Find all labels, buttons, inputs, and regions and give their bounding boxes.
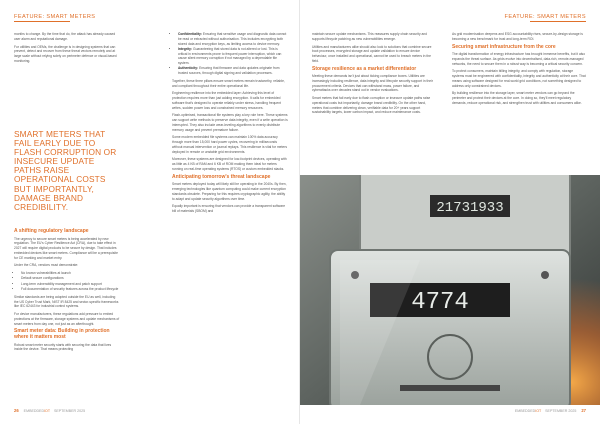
paragraph: For device manufacturers, these regulations add pressure to embed protections at the firmware, storage systems and update mechanisms of smart meters from day one, not just as an afterthought. (14, 312, 120, 326)
list-item-bold: Integrity: (178, 46, 193, 51)
publication-accent: IOT (535, 409, 542, 413)
edition: SEPTEMBER 2025 (53, 409, 86, 413)
pull-quote: SMART METERS THAT FAIL EARLY DUE TO FLASH CORRUPTION OR INSECURE UPDATE PATHS RAISE OPERATIONAL COSTS BUT IMPORTANTLY, DAMAGE BRAND CREDIBILITY. (14, 129, 117, 212)
paragraph: Smart meters deployed today will likely still be operating in the 2040s. By then, emerging technologies like quantum computing could make current encryption standards obsolete. Preparing for this requires cryptographic agility, the ability to adapt and update security algorithms over time. (172, 182, 287, 201)
paragraph: Under the CRA, vendors must demonstrate: (14, 263, 79, 268)
paragraph: The urgency to secure smart meters is being accelerated by new regulation. The EU's Cyber Resilience Act (CRA), due to take effect in 2027 will require digital products to be secure by design. That includes embedded devices like smart meters. Compliance will be a prerequisite for CE marking and market entry. (14, 236, 118, 260)
paragraph: As grid modernisation deepens and ESG accountability rises, secure-by-design storage is becoming a new benchmark for trust and long-term ROI. (452, 32, 583, 41)
section-heading: Anticipating tomorrow's threat landscape (172, 173, 271, 180)
bullet-list (14, 271, 120, 292)
paragraph: Together, these three pillars ensure smart meters remain trustworthy, reliable, and compliant throughout their entire operational life. (172, 78, 285, 88)
paragraph: Meeting these demands isn't just about ticking compliance boxes. Utilities are increasingly including resilience, data integrity and lifecycle security support in their procurement criteria. Devices that can withstand mass, power failure, and cyberattacks over decades stand out in vendor evaluations. (312, 74, 433, 93)
section-heading: A shifting regulatory landscape (14, 228, 89, 234)
feature-tag-rule-left (14, 21, 70, 22)
paragraph: The digital transformation of energy infrastructure has brought immense benefits, but it also expands the threat surface. As grids evolve into decentralised, data-rich, remote-managed networks, the need to secure them in a robust way is becoming a critical security concern. (452, 52, 586, 66)
list-item: • No known vulnerabilities at launch (21, 271, 120, 276)
bullet-list (172, 32, 288, 76)
list-item (178, 47, 288, 66)
column-1 (14, 32, 120, 67)
column-3 (312, 32, 436, 118)
feature-tag-rule-right (530, 21, 586, 22)
publication-name: EMBEDDED (23, 409, 45, 413)
paragraph: Engineering resilience into the embedded layer: Achieving this level of protection requires more than just adding encryption. It calls for embedded software that's designed to operate reliably under stress, handling frequent writes, sudden power loss and constrained memory resources. (172, 91, 281, 110)
page-number: 26 (14, 408, 19, 413)
page-number: 27 (581, 408, 586, 413)
section-heading: Smart meter data: Building in protection where it matters most (14, 328, 110, 340)
list-item-bold: Authenticity: (178, 66, 199, 71)
list-item: • Full documentation of security features across the product lifecycle (21, 287, 120, 292)
meter-front-readout: 4774 (411, 289, 469, 316)
list-item (178, 66, 288, 76)
section-heading: Securing smart infrastructure from the core (452, 43, 556, 50)
paragraph: maintain secure update mechanisms. This reassures supply chain security and supports lifecycle patching as new vulnerabilities emerge. (312, 32, 428, 41)
column-1-lower (14, 226, 120, 355)
meter-screw (541, 271, 549, 279)
list-item: • Default secure configurations (21, 276, 120, 281)
edition: SEPTEMBER 2025 (545, 409, 577, 413)
list-item-text: Ensuring that sensitive usage and diagnostic data cannot be read or extracted without authorisation. This includes encrypting both stored data and encryption keys, as limiting access to device memory. (178, 32, 287, 46)
meter-back-readout: 21731933 (436, 200, 504, 216)
paragraph: By building resilience into the storage layer, smart meter vendors can go beyond the perimeter and protect their devices at the core. In doing so, they'll meet regulatory demands, reduce operational risk, and strengthen trust with utilities and consumers alike. (452, 91, 582, 105)
list-item-text: Ensuring that firmware and data updates originate from trusted sources, through digital signing and validation processes. (178, 66, 280, 76)
feature-tag-right: FEATURE: SMART METERS (504, 14, 586, 20)
column-4 (452, 32, 586, 109)
smart-meter-photo (300, 175, 600, 405)
meter-rotor (400, 385, 500, 391)
column-2 (172, 32, 288, 217)
list-item (178, 32, 288, 46)
list-item-text: Guaranteeing that stored data is not altered or lost. This is critical in environments prone to frequent power interruption, which can cause silent memory corruption if not managed by a dependable file system. (178, 46, 282, 66)
footer-right (515, 408, 586, 413)
paragraph: Utilities and manufacturers alike should also look to solutions that combine secure boot processes, encrypted storage and update validation to ensure device behaviour, once installed and operational, cannot be used to breach meters in the field. (312, 44, 432, 63)
paragraph: Similar standards are being adopted outside the EU as well, including the US Cyber Trust Mark, NIST IR 8425 and sector-specific frameworks like IEC 62443 for industrial control systems. (14, 294, 119, 309)
paragraph: Flash-optimised, transactional file systems play a key role here. These systems can support write methods to preserve data integrity, even if a write operation is interrupted. They also include wear-leveling algorithms to evenly distribute memory usage and prevent premature failure. (172, 113, 288, 132)
publication-name: EMBEDDED (514, 409, 536, 413)
list-item: • Long-term vulnerability management and patch support (21, 282, 120, 287)
paragraph: Robust smart meter security starts with securing the data that lives inside the device. That means protecting (14, 342, 112, 352)
feature-tag-left: FEATURE: SMART METERS (14, 14, 96, 20)
publication-accent: IOT (44, 409, 50, 413)
paragraph: To protect consumers, maintain billing integrity, and comply with regulation, storage systems must be engineered with confidentiality, integrity and authenticity at their core. That means using software designed for real-world grid conditions, not something designed to address only constrained devices. (452, 69, 586, 88)
paragraph: Smart meters that fail early due to flash corruption or insecure update paths raise operational costs but importantly, damage brand credibility. On the other hand, meters that combine delivering clean, verifiable data for 20+ years support sustainability targets, lower carbon impact, and reduce maintenance costs. (312, 96, 431, 115)
footer-left (14, 408, 85, 413)
paragraph: months to change. By the time that do, the attack has already caused user alarm and reputational damage. (14, 32, 116, 41)
meter-illustration (300, 175, 600, 405)
paragraph: Equally important is ensuring that vendors can provide a transparent software bill of materials (SBOM) and (172, 204, 286, 214)
list-item-bold: Confidentiality: (178, 32, 202, 36)
section-heading: Storage resilience as a market differentiator (312, 65, 417, 72)
paragraph: For utilities and OEMs, the challenge is in designing systems that can prevent, detect and recover from these threat vectors remotely and at large scale without relying solely on perimeter defence or visual-based monitoring. (14, 44, 117, 63)
paragraph: Moreover, these systems are designed for low-footprint devices, operating with as little as 4 KB of RAM and 6 KB of ROM making them ideal for meters running on real-time operating systems (RTOS) or custom embedded stacks. (172, 157, 287, 171)
paragraph: Some modern embedded file systems can maintain 100% data accuracy through more than 15,000 hard power cycles, recovering in milliseconds without manual intervention or journal replays. This resilience is vital for meters deployed in remote or unstable grid environments. (172, 135, 288, 154)
